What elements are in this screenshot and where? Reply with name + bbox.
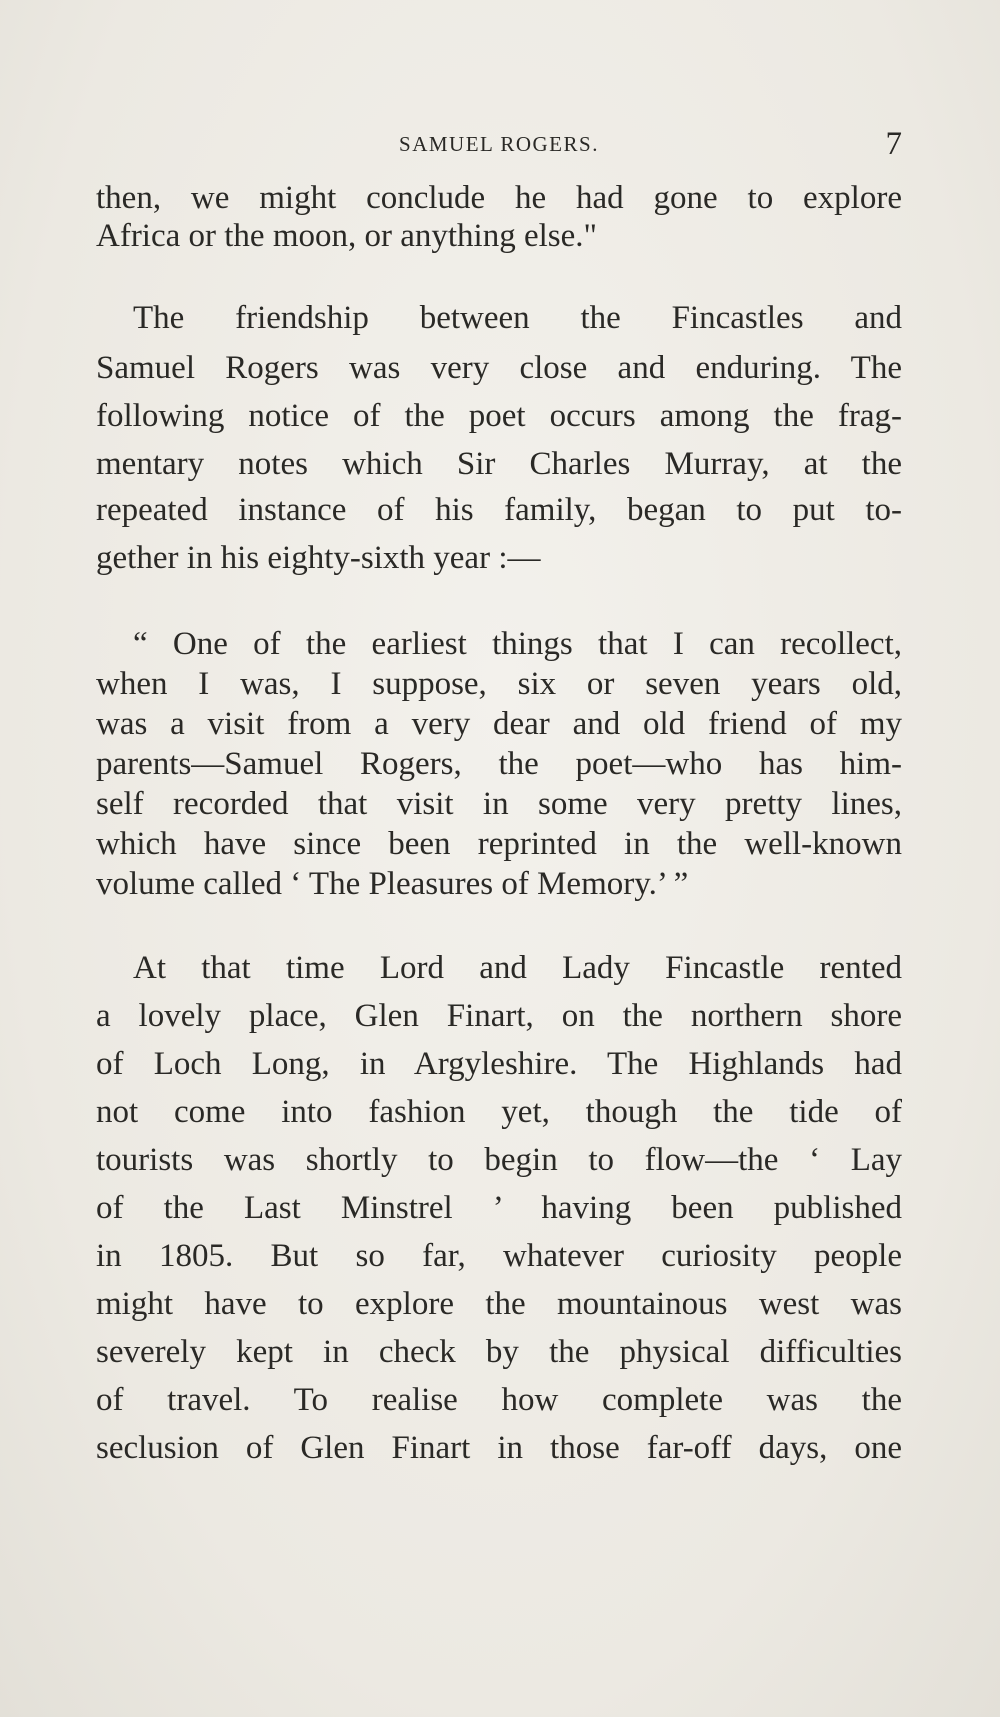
text-line: not come into fashion yet, though the tide of [96,1094,902,1130]
text-line: Africa or the moon, or anything else." [96,218,597,254]
text-line: mentary notes which Sir Charles Murray, at the [96,446,902,482]
quote-line: was a visit from a very dear and old friend of my [96,706,902,742]
text-line: in 1805. But so far, whatever curiosity people [96,1238,902,1274]
text-line: The friendship between the Fincastles and [133,300,902,336]
text-line: gether in his eighty-sixth year :— [96,540,541,576]
quote-line: when I was, I suppose, six or seven years old, [96,666,902,702]
text-line: of the Last Minstrel ’ having been published [96,1190,902,1226]
page-header [96,126,902,166]
quote-line: “ One of the earliest things that I can recollect, [133,626,902,662]
page-number: 7 [885,126,902,162]
quote-line: volume called ‘ The Pleasures of Memory.’ ” [96,866,689,902]
text-line: of travel. To realise how complete was the [96,1382,902,1418]
text-line: then, we might conclude he had gone to explore [96,180,902,216]
text-line: following notice of the poet occurs among the frag- [96,398,902,434]
running-head: SAMUEL ROGERS. [399,132,599,156]
quote-line: self recorded that visit in some very pretty lines, [96,786,902,822]
quote-line: which have since been reprinted in the well-known [96,826,902,862]
text-line: Samuel Rogers was very close and enduring. The [96,350,902,386]
quote-line: parents—Samuel Rogers, the poet—who has him- [96,746,902,782]
text-line: At that time Lord and Lady Fincastle rented [133,950,902,986]
text-line: repeated instance of his family, began to put to- [96,492,902,528]
text-line: of Loch Long, in Argyleshire. The Highlands had [96,1046,902,1082]
text-line: seclusion of Glen Finart in those far-off days, one [96,1430,902,1466]
text-line: might have to explore the mountainous west was [96,1286,902,1322]
text-line: a lovely place, Glen Finart, on the northern shore [96,998,902,1034]
text-line: tourists was shortly to begin to flow—the ‘ Lay [96,1142,902,1178]
text-line: severely kept in check by the physical difficulties [96,1334,902,1370]
